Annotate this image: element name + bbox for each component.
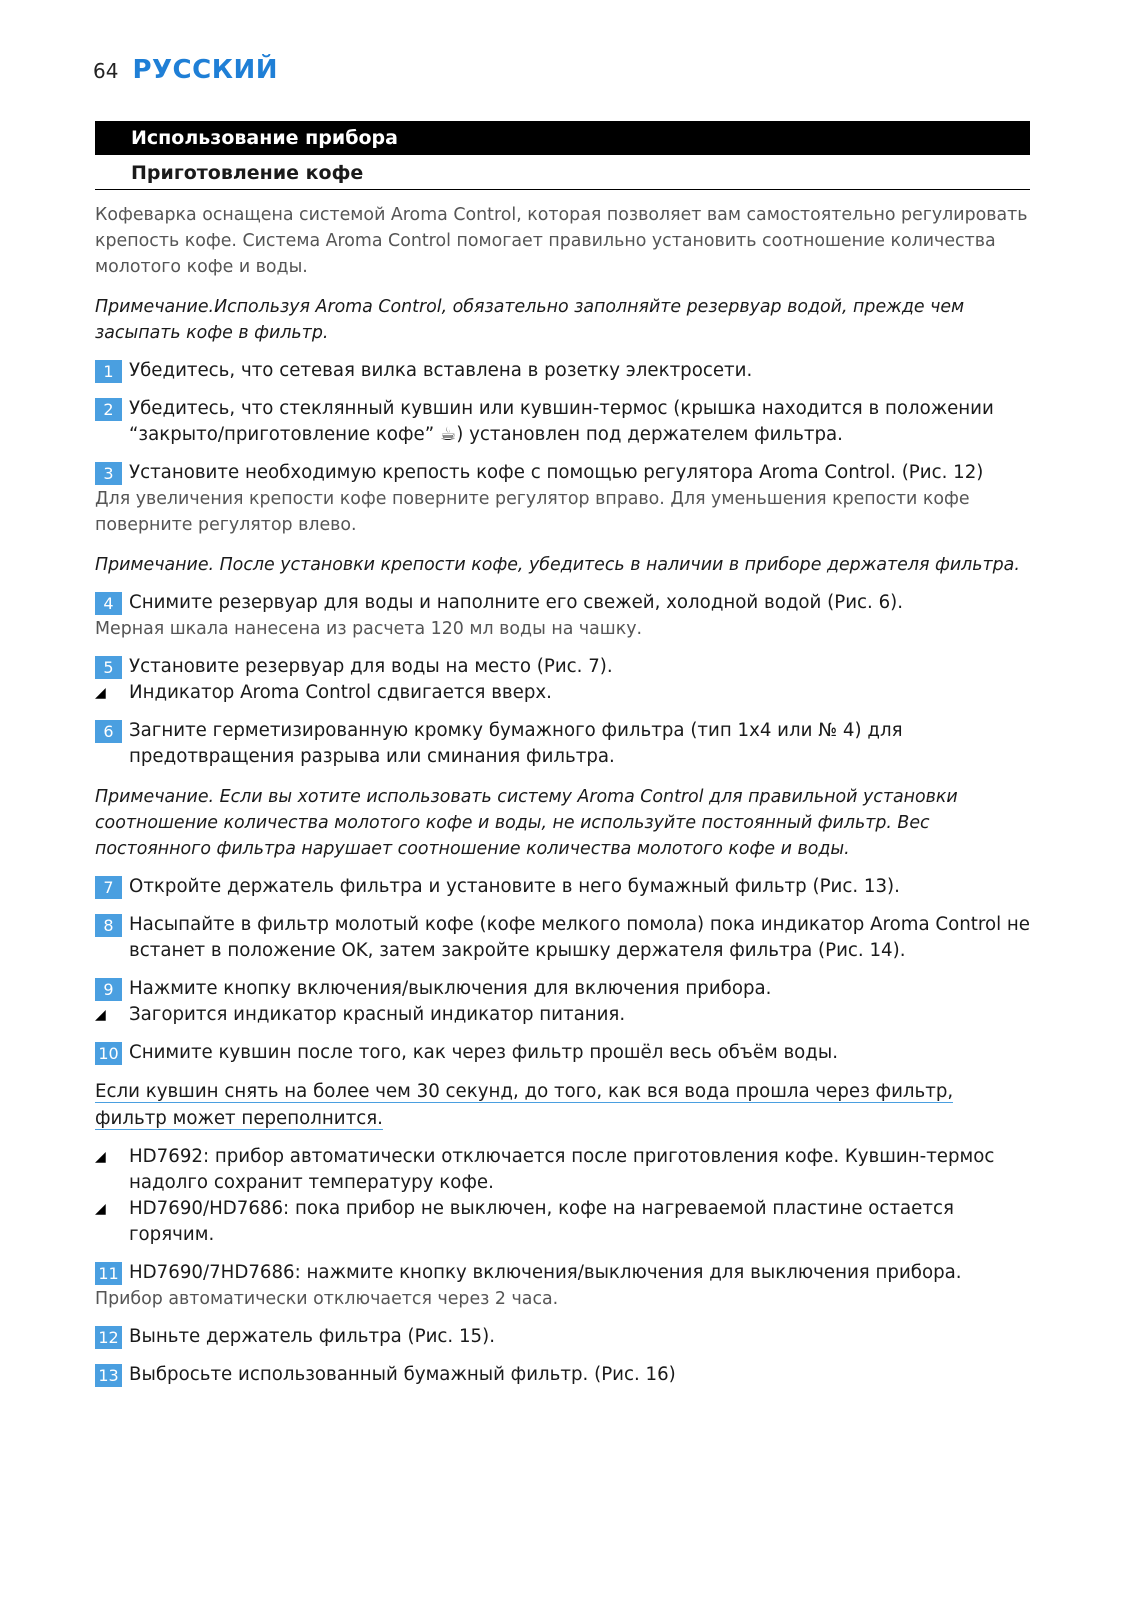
step-10 [95,1040,1030,1066]
step-number: 12 [95,1326,122,1349]
step-text: Нажмите кнопку включения/выключения для включения прибора. [129,978,772,999]
page-header [93,55,278,85]
step-text: Загните герметизированную кромку бумажного фильтра (тип 1x4 или № 4) для предотвращения разрыва или сминания фильтра. [129,720,903,767]
step-number: 8 [95,914,122,937]
step-text: Снимите резервуар для воды и наполните его свежей, холодной водой (Рис. 6). [129,592,904,613]
page-number: 64 [93,59,119,83]
step-3-detail: Для увеличения крепости кофе поверните регулятор вправо. Для уменьшения крепости кофе поверните регулятор влево. [95,489,970,535]
step-2 [95,396,1030,448]
bullet-triangle-icon: ◢ [95,1007,106,1023]
section-subtitle: Приготовление кофе [95,162,1030,190]
step-7 [95,874,1030,900]
warning-line-1: Если кувшин снять на более чем 30 секунд, до того, как вся вода прошла через фильтр, [95,1081,954,1102]
content [95,121,1030,1388]
step-13 [95,1362,1030,1388]
step-text: Снимите кувшин после того, как через фильтр прошёл весь объём воды. [129,1042,839,1063]
step-number: 3 [95,462,122,485]
step-text: Установите необходимую крепость кофе с помощью регулятора Aroma Control. (Рис. 12) [129,462,984,483]
step-number: 7 [95,876,122,899]
step-text: Установите резервуар для воды на место (Рис. 7). [129,656,613,677]
step-number: 1 [95,360,122,383]
step-9 [95,976,1030,1002]
intro-paragraph: Кофеварка оснащена системой Aroma Control, которая позволяет вам самостоятельно регулировать крепость кофе. Система Aroma Control помогает правильно установить соотношение количества молотого кофе и воды. [95,205,1028,277]
bullet-text: HD7692: прибор автоматически отключается после приготовления кофе. Кувшин-термос надолго сохранит температуру кофе. [129,1146,995,1193]
warning-line-2: фильтр может переполнится. [95,1108,383,1129]
warning-block [95,1078,1030,1132]
step-number: 11 [95,1262,122,1285]
note-1: Примечание.Используя Aroma Control, обязательно заполняйте резервуар водой, прежде чем засыпать кофе в фильтр. [95,297,965,343]
step-number: 6 [95,720,122,743]
step-11 [95,1260,1030,1286]
bullet-hd7692 [95,1144,1030,1196]
step-text: Убедитесь, что сетевая вилка вставлена в розетку электросети. [129,360,753,381]
step-8 [95,912,1030,964]
section-title: Использование прибора [95,121,1030,155]
step-1 [95,358,1030,384]
bullet-triangle-icon: ◢ [95,1201,106,1217]
bullet-text: HD7690/HD7686: пока прибор не выключен, кофе на нагреваемой пластине остается горячим. [129,1198,954,1245]
bullet-text: Индикатор Aroma Control сдвигается вверх. [129,682,552,703]
step-5 [95,654,1030,680]
step-text: Выбросьте использованный бумажный фильтр. (Рис. 16) [129,1364,676,1385]
step-6 [95,718,1030,770]
step-4-detail: Мерная шкала нанесена из расчета 120 мл воды на чашку. [95,619,643,639]
step-text: Убедитесь, что стеклянный кувшин или кувшин-термос (крышка находится в положении “закрыто/приготовление кофе” ☕) установлен под держателем фильтра. [129,398,994,445]
step-number: 2 [95,398,122,421]
step-12 [95,1324,1030,1350]
step-5-result [95,680,1030,706]
step-text: Выньте держатель фильтра (Рис. 15). [129,1326,496,1347]
bullet-hd7690 [95,1196,1030,1248]
step-number: 5 [95,656,122,679]
bullet-triangle-icon: ◢ [95,1149,106,1165]
note-3: Примечание. Если вы хотите использовать систему Aroma Control для правильной установки соотношение количества молотого кофе и воды, не используйте постоянный фильтр. Вес постоянного фильтра нарушает соотношение количества молотого кофе и воды. [95,787,958,859]
step-text: Откройте держатель фильтра и установите в него бумажный фильтр (Рис. 13). [129,876,900,897]
step-number: 13 [95,1364,122,1387]
step-9-result [95,1002,1030,1028]
step-number: 10 [95,1042,122,1065]
step-4 [95,590,1030,616]
note-2: Примечание. После установки крепости кофе, убедитесь в наличии в приборе держателя фильтра. [95,555,1020,575]
step-number: 4 [95,592,122,615]
step-3 [95,460,1030,486]
step-text: HD7690/7HD7686: нажмите кнопку включения/выключения для выключения прибора. [129,1262,962,1283]
step-text: Насыпайте в фильтр молотый кофе (кофе мелкого помола) пока индикатор Aroma Control не встанет в положение OK, затем закройте крышку держателя фильтра (Рис. 14). [129,914,1030,961]
language-title: РУССКИЙ [132,55,278,85]
bullet-triangle-icon: ◢ [95,685,106,701]
step-11-detail: Прибор автоматически отключается через 2 часа. [95,1289,559,1309]
step-number: 9 [95,978,122,1001]
bullet-text: Загорится индикатор красный индикатор питания. [129,1004,626,1025]
